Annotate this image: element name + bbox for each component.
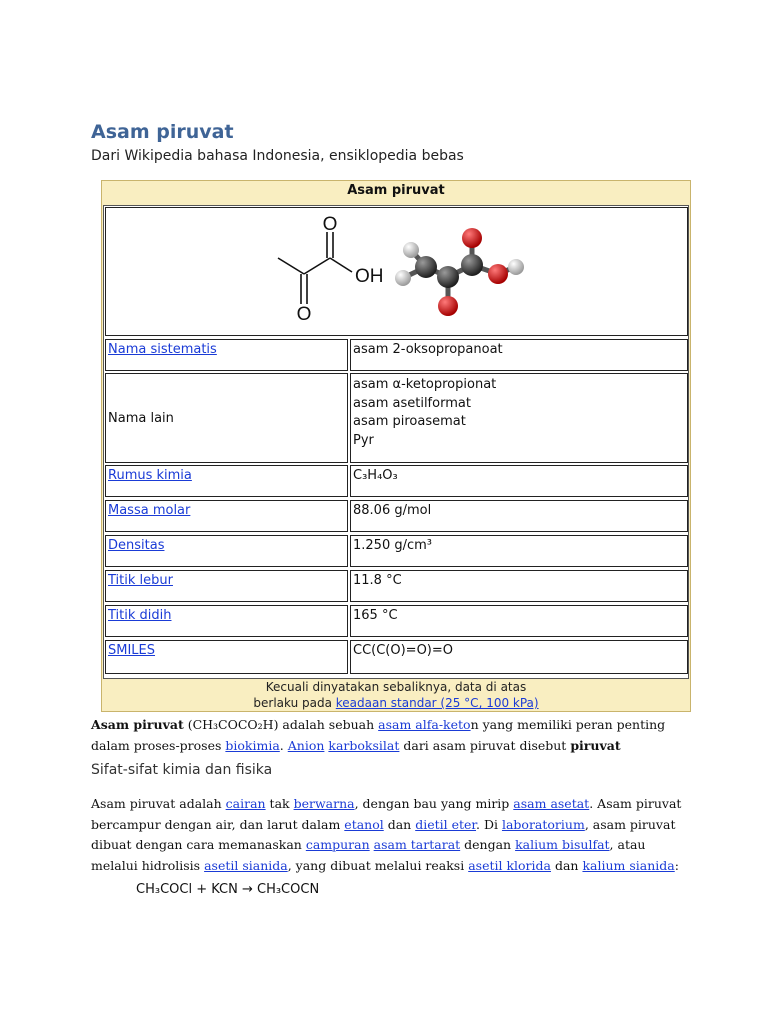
link-berwarna[interactable]: berwarna bbox=[293, 796, 355, 811]
text: , yang dibuat melalui reaksi bbox=[287, 857, 469, 873]
bond-methyl bbox=[278, 258, 304, 274]
text: dari asam piruvat disebut bbox=[399, 738, 571, 753]
link-karboksilat[interactable]: karboksilat bbox=[328, 738, 400, 753]
page-title: Asam piruvat bbox=[91, 121, 234, 143]
properties-paragraph bbox=[91, 794, 691, 876]
infobox-header: Asam piruvat bbox=[347, 183, 445, 198]
page-subtitle: Dari Wikipedia bahasa Indonesia, ensiklopedia bebas bbox=[91, 148, 464, 164]
infobox bbox=[101, 180, 691, 712]
hydrogen-atom bbox=[395, 270, 411, 286]
row-value-smiles: CC(C(O)=O)=O bbox=[350, 640, 688, 674]
carbon-atom bbox=[461, 254, 483, 276]
text: dan bbox=[383, 816, 416, 832]
link-asetil-sianida[interactable]: asetil sianida bbox=[204, 857, 288, 873]
link-asam-tartarat[interactable]: asam tartarat bbox=[373, 837, 461, 852]
row-label-titik-didih bbox=[105, 605, 348, 637]
link-kalium-sianida[interactable]: kalium sianida bbox=[582, 857, 675, 873]
section-heading: Sifat-sifat kimia dan fisika bbox=[91, 762, 273, 778]
row-value-titik-didih: 165 °C bbox=[350, 605, 688, 637]
text: dan bbox=[551, 857, 583, 873]
other-name: Pyr bbox=[353, 432, 374, 448]
row-value-massa-molar: 88.06 g/mol bbox=[350, 500, 688, 532]
infobox-footer bbox=[102, 679, 690, 712]
text: , dengan bau yang mirip bbox=[354, 796, 514, 811]
link-campuran[interactable]: campuran bbox=[305, 837, 370, 852]
row-value-titik-lebur: 11.8 °C bbox=[350, 570, 688, 602]
text: tak bbox=[265, 796, 294, 811]
link-smiles[interactable]: SMILES bbox=[108, 643, 156, 658]
text: . bbox=[279, 738, 288, 753]
link-asam-alfa-keto[interactable]: asam alfa-keto bbox=[378, 717, 471, 732]
row-label-rumus-kimia bbox=[105, 465, 348, 497]
bond-acid-c-oh bbox=[330, 258, 352, 272]
link-titik-lebur[interactable]: Titik lebur bbox=[108, 573, 173, 588]
link-densitas[interactable]: Densitas bbox=[108, 538, 165, 553]
row-label-densitas bbox=[105, 535, 348, 567]
row-label-titik-lebur bbox=[105, 570, 348, 602]
reaction-equation: CH₃COCl + KCN → CH₃COCN bbox=[136, 882, 320, 897]
link-dietil-eter[interactable]: dietil eter bbox=[415, 816, 477, 832]
other-name: asam asetilformat bbox=[353, 395, 471, 411]
link-keadaan-standar[interactable]: keadaan standar (25 °C, 100 kPa) bbox=[335, 696, 539, 710]
bold-term: Asam piruvat bbox=[91, 717, 184, 732]
other-name: asam piroasemat bbox=[353, 414, 466, 429]
row-value-densitas: 1.250 g/cm³ bbox=[350, 535, 688, 567]
row-label-nama-sistematis bbox=[105, 339, 348, 371]
link-biokimia[interactable]: biokimia bbox=[225, 738, 280, 753]
text: n yang memiliki peran penting dalam proses-proses bbox=[91, 717, 666, 753]
carbon-atom bbox=[437, 266, 459, 288]
link-rumus-kimia[interactable]: Rumus kimia bbox=[108, 468, 192, 483]
skeletal-formula bbox=[278, 232, 352, 304]
footer-line-2 bbox=[102, 695, 690, 711]
ball-and-stick-model bbox=[395, 228, 524, 316]
link-anion[interactable]: Anion bbox=[287, 738, 325, 753]
atom-label-oh: OH bbox=[355, 266, 384, 287]
text: . Di bbox=[476, 816, 502, 832]
carbon-atom bbox=[415, 256, 437, 278]
link-kalium-bisulfat[interactable]: kalium bisulfat bbox=[515, 837, 610, 852]
text: . Asam piruvat bercampur dengan air, dan larut dalam bbox=[91, 796, 682, 832]
text: dengan bbox=[460, 837, 516, 852]
bond-carbonyl-carbon bbox=[304, 258, 330, 274]
text: , atau melalui hidrolisis bbox=[91, 837, 646, 873]
row-label-nama-lain bbox=[105, 373, 348, 463]
structure-diagram bbox=[108, 210, 689, 337]
link-etanol[interactable]: etanol bbox=[344, 816, 384, 832]
hydrogen-atom bbox=[403, 242, 419, 258]
label-nama-lain: Nama lain bbox=[108, 410, 174, 426]
intro-paragraph bbox=[91, 714, 691, 756]
text: (CH₃COCO₂H) adalah sebuah bbox=[183, 717, 379, 732]
text: : bbox=[674, 857, 679, 873]
row-label-massa-molar bbox=[105, 500, 348, 532]
link-asam-asetat[interactable]: asam asetat bbox=[513, 796, 590, 811]
row-value-nama-lain bbox=[350, 373, 688, 463]
other-name: asam α-ketopropionat bbox=[353, 377, 497, 392]
atom-label-o-bottom: O bbox=[296, 304, 312, 325]
oxygen-atom bbox=[438, 296, 458, 316]
row-value-rumus-kimia: C₃H₄O₃ bbox=[350, 465, 688, 497]
oxygen-atom bbox=[488, 264, 508, 284]
row-label-smiles bbox=[105, 640, 348, 674]
link-cairan[interactable]: cairan bbox=[225, 796, 266, 811]
footer-line-1: Kecuali dinyatakan sebaliknya, data di atas bbox=[265, 680, 527, 694]
link-titik-didih[interactable]: Titik didih bbox=[108, 608, 172, 623]
text: Asam piruvat adalah bbox=[91, 796, 226, 811]
text: , asam piruvat dibuat dengan cara memanaskan bbox=[91, 816, 676, 852]
link-massa-molar[interactable]: Massa molar bbox=[108, 503, 191, 518]
infobox-table bbox=[103, 205, 689, 679]
row-value-nama-sistematis: asam 2-oksopropanoat bbox=[350, 339, 688, 371]
structure-images bbox=[105, 207, 688, 336]
atom-label-o-top: O bbox=[322, 214, 338, 235]
link-nama-sistematis[interactable]: Nama sistematis bbox=[108, 342, 217, 357]
link-asetil-klorida[interactable]: asetil klorida bbox=[468, 857, 551, 873]
hydrogen-atom bbox=[508, 259, 524, 275]
link-laboratorium[interactable]: laboratorium bbox=[501, 816, 585, 832]
bold-piruvat: piruvat bbox=[570, 738, 621, 753]
oxygen-atom bbox=[462, 228, 482, 248]
footer-prefix: berlaku pada bbox=[253, 696, 336, 710]
